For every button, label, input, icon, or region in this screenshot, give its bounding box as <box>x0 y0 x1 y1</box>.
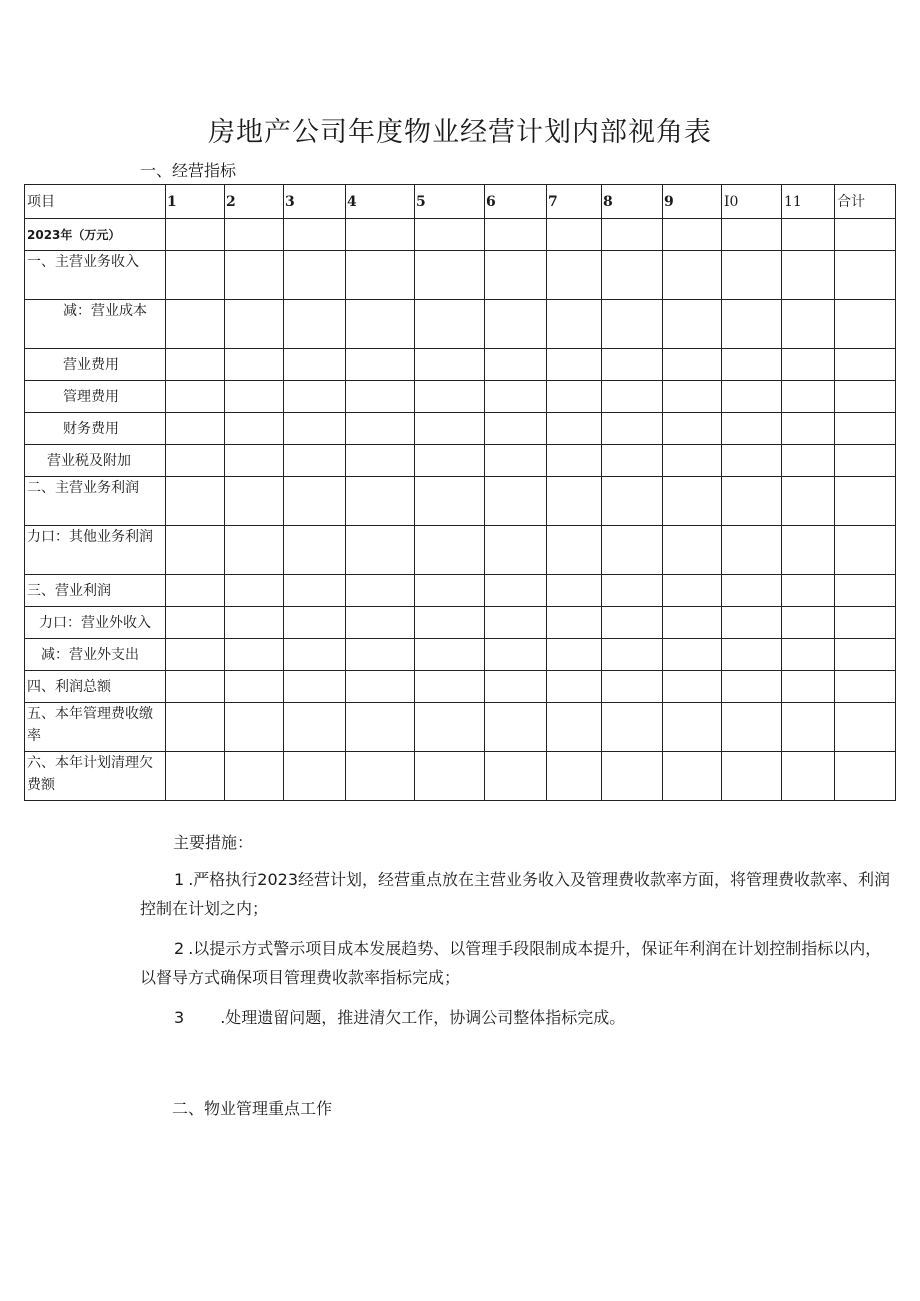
row-label: 二、主营业务利润 <box>25 477 166 526</box>
table-cell <box>722 526 782 575</box>
table-cell <box>722 300 782 349</box>
table-row <box>25 639 896 671</box>
main-measures <box>140 830 895 1043</box>
table-cell <box>284 752 346 801</box>
table-cell <box>166 445 225 477</box>
table-cell <box>782 349 835 381</box>
table-cell <box>284 219 346 251</box>
table-cell <box>485 381 547 413</box>
table-cell <box>284 607 346 639</box>
table-cell <box>415 477 485 526</box>
table-cell <box>284 251 346 300</box>
table-cell <box>663 703 722 752</box>
table-cell <box>722 219 782 251</box>
table-cell <box>284 526 346 575</box>
column-header: 6 <box>485 185 547 219</box>
table-cell <box>485 526 547 575</box>
row-label: 力口：其他业务利润 <box>25 526 166 575</box>
column-header: 3 <box>284 185 346 219</box>
table-cell <box>485 671 547 703</box>
table-cell <box>835 671 896 703</box>
table-cell <box>485 300 547 349</box>
table-cell <box>547 251 602 300</box>
table-cell <box>485 639 547 671</box>
column-header: 4 <box>346 185 415 219</box>
table-row <box>25 477 896 526</box>
table-cell <box>346 445 415 477</box>
table-cell <box>415 219 485 251</box>
table-cell <box>346 477 415 526</box>
table-cell <box>602 251 663 300</box>
table-cell <box>225 671 284 703</box>
table-cell <box>485 477 547 526</box>
table-cell <box>225 477 284 526</box>
table-cell <box>284 477 346 526</box>
table-cell <box>782 639 835 671</box>
table-cell <box>166 251 225 300</box>
table-cell <box>415 413 485 445</box>
table-cell <box>415 639 485 671</box>
table-cell <box>485 607 547 639</box>
table-cell <box>485 219 547 251</box>
table-row <box>25 575 896 607</box>
table-cell <box>722 575 782 607</box>
row-label: 财务费用 <box>25 413 166 445</box>
table-cell <box>602 219 663 251</box>
table-row <box>25 219 896 251</box>
table-cell <box>485 575 547 607</box>
operating-indicators-table <box>24 184 896 801</box>
table-cell <box>722 445 782 477</box>
row-label: 六、本年计划清理欠费额 <box>25 752 166 801</box>
table-row <box>25 381 896 413</box>
table-cell <box>284 703 346 752</box>
table-cell <box>602 752 663 801</box>
table-cell <box>166 671 225 703</box>
table-cell <box>547 526 602 575</box>
table-cell <box>225 445 284 477</box>
table-cell <box>166 381 225 413</box>
table-cell <box>663 671 722 703</box>
table-cell <box>346 219 415 251</box>
table-cell <box>835 703 896 752</box>
table-cell <box>782 703 835 752</box>
table-row <box>25 251 896 300</box>
table-row <box>25 300 896 349</box>
table-cell <box>602 300 663 349</box>
table-cell <box>835 752 896 801</box>
table-cell <box>225 639 284 671</box>
table-cell <box>346 349 415 381</box>
table-row <box>25 607 896 639</box>
header-item-label: 项目 <box>25 185 166 219</box>
table-cell <box>547 219 602 251</box>
table-cell <box>346 300 415 349</box>
table-cell <box>415 607 485 639</box>
table-cell <box>782 445 835 477</box>
table-cell <box>835 349 896 381</box>
table-cell <box>485 752 547 801</box>
table-cell <box>663 607 722 639</box>
table-cell <box>547 477 602 526</box>
table-cell <box>225 607 284 639</box>
table-cell <box>835 381 896 413</box>
column-header-total: 合计 <box>835 185 896 219</box>
table-cell <box>835 607 896 639</box>
table-cell <box>663 413 722 445</box>
table-cell <box>835 477 896 526</box>
table-cell <box>663 381 722 413</box>
table-cell <box>284 445 346 477</box>
table-cell <box>722 251 782 300</box>
table-cell <box>722 752 782 801</box>
table-cell <box>663 477 722 526</box>
table-cell <box>722 381 782 413</box>
table-cell <box>415 445 485 477</box>
row-label: 营业税及附加 <box>25 445 166 477</box>
table-cell <box>663 575 722 607</box>
table-cell <box>284 671 346 703</box>
table-cell <box>663 526 722 575</box>
table-cell <box>346 251 415 300</box>
table-cell <box>547 639 602 671</box>
table-cell <box>722 703 782 752</box>
column-header: 2 <box>225 185 284 219</box>
table-cell <box>782 300 835 349</box>
table-cell <box>346 752 415 801</box>
table-cell <box>346 575 415 607</box>
table-cell <box>663 251 722 300</box>
measure-number: 2 <box>174 939 185 958</box>
table-cell <box>782 575 835 607</box>
table-cell <box>547 575 602 607</box>
measure-text: .处理遗留问题，推进清欠工作，协调公司整体指标完成。 <box>220 1008 626 1027</box>
table-cell <box>835 219 896 251</box>
table-cell <box>346 381 415 413</box>
table-cell <box>225 300 284 349</box>
column-header: 11 <box>782 185 835 219</box>
table-cell <box>415 349 485 381</box>
table-cell <box>225 703 284 752</box>
table-row <box>25 752 896 801</box>
table-cell <box>284 300 346 349</box>
table-cell <box>166 703 225 752</box>
table-cell <box>547 349 602 381</box>
table-cell <box>547 607 602 639</box>
table-cell <box>485 703 547 752</box>
table-cell <box>602 349 663 381</box>
measure-item <box>140 865 895 923</box>
section-heading-operating-indicators: 一、经营指标 <box>140 161 237 180</box>
measure-item <box>140 934 895 992</box>
table-cell <box>485 413 547 445</box>
table-cell <box>782 671 835 703</box>
row-label: 管理费用 <box>25 381 166 413</box>
table-cell <box>166 752 225 801</box>
table-cell <box>415 703 485 752</box>
table-cell <box>602 671 663 703</box>
table-cell <box>782 752 835 801</box>
row-label: 减：营业成本 <box>25 300 166 349</box>
table-row <box>25 703 896 752</box>
row-label: 四、利润总额 <box>25 671 166 703</box>
table-cell <box>547 752 602 801</box>
table-cell <box>166 575 225 607</box>
table-cell <box>346 607 415 639</box>
table-cell <box>415 300 485 349</box>
table-cell <box>722 639 782 671</box>
table-cell <box>415 526 485 575</box>
table-cell <box>547 703 602 752</box>
table-cell <box>663 639 722 671</box>
table-cell <box>782 219 835 251</box>
table-cell <box>602 607 663 639</box>
table-cell <box>782 526 835 575</box>
table-cell <box>835 445 896 477</box>
table-cell <box>547 300 602 349</box>
table-row <box>25 671 896 703</box>
table-cell <box>166 349 225 381</box>
table-cell <box>166 477 225 526</box>
table-cell <box>225 219 284 251</box>
row-label: 2023年（万元） <box>25 219 166 251</box>
table-cell <box>225 251 284 300</box>
table-cell <box>602 381 663 413</box>
table-cell <box>415 381 485 413</box>
table-cell <box>225 349 284 381</box>
table-cell <box>663 300 722 349</box>
table-cell <box>835 526 896 575</box>
table-cell <box>415 575 485 607</box>
column-header: I0 <box>722 185 782 219</box>
table-cell <box>547 381 602 413</box>
measure-text: .以提示方式警示项目成本发展趋势、以管理手段限制成本提升，保证年利润在计划控制指标以内，以督导方式确保项目管理费收款率指标完成； <box>140 939 882 987</box>
table-cell <box>663 219 722 251</box>
table-cell <box>547 445 602 477</box>
table-row <box>25 413 896 445</box>
table-cell <box>835 300 896 349</box>
table-row <box>25 526 896 575</box>
table-cell <box>722 349 782 381</box>
table-cell <box>663 445 722 477</box>
table-row <box>25 349 896 381</box>
table-cell <box>835 575 896 607</box>
table-cell <box>835 251 896 300</box>
table-cell <box>225 752 284 801</box>
table-cell <box>284 413 346 445</box>
column-header: 7 <box>547 185 602 219</box>
table-cell <box>782 477 835 526</box>
table-cell <box>225 575 284 607</box>
table-cell <box>346 526 415 575</box>
table-cell <box>782 413 835 445</box>
column-header: 5 <box>415 185 485 219</box>
table-cell <box>346 413 415 445</box>
table-header-row <box>25 185 896 219</box>
table-cell <box>166 526 225 575</box>
table-cell <box>602 445 663 477</box>
table-cell <box>835 639 896 671</box>
table-cell <box>485 445 547 477</box>
table-cell <box>602 575 663 607</box>
table-cell <box>225 381 284 413</box>
table-cell <box>722 671 782 703</box>
table-cell <box>166 300 225 349</box>
table-cell <box>166 413 225 445</box>
section-heading-key-work: 二、物业管理重点工作 <box>172 1099 333 1118</box>
table-cell <box>485 349 547 381</box>
table-cell <box>415 251 485 300</box>
table-cell <box>225 526 284 575</box>
table-cell <box>602 526 663 575</box>
table-cell <box>722 477 782 526</box>
row-label: 减：营业外支出 <box>25 639 166 671</box>
table-cell <box>602 413 663 445</box>
document-title: 房地产公司年度物业经营计划内部视角表 <box>208 117 712 148</box>
table-cell <box>225 413 284 445</box>
row-label: 五、本年管理费收缴率 <box>25 703 166 752</box>
table-cell <box>415 752 485 801</box>
table-cell <box>547 671 602 703</box>
table-cell <box>782 381 835 413</box>
table-cell <box>663 349 722 381</box>
table-cell <box>782 251 835 300</box>
table-cell <box>166 639 225 671</box>
table-cell <box>166 219 225 251</box>
table-cell <box>284 639 346 671</box>
table-cell <box>602 639 663 671</box>
table-cell <box>602 703 663 752</box>
row-label: 三、营业利润 <box>25 575 166 607</box>
table-cell <box>415 671 485 703</box>
row-label: 力口：营业外收入 <box>25 607 166 639</box>
table-cell <box>547 413 602 445</box>
table-cell <box>602 477 663 526</box>
table-cell <box>284 575 346 607</box>
table-cell <box>663 752 722 801</box>
column-header: 8 <box>602 185 663 219</box>
table-cell <box>284 381 346 413</box>
table-cell <box>835 413 896 445</box>
table-cell <box>485 251 547 300</box>
table-row <box>25 445 896 477</box>
table-cell <box>346 703 415 752</box>
table-cell <box>346 671 415 703</box>
table-cell <box>782 607 835 639</box>
table-cell <box>166 607 225 639</box>
table-cell <box>346 639 415 671</box>
table-cell <box>284 349 346 381</box>
measure-item <box>140 1003 895 1032</box>
table-cell <box>722 607 782 639</box>
row-label: 一、主营业务收入 <box>25 251 166 300</box>
table-cell <box>722 413 782 445</box>
measures-heading: 主要措施： <box>173 833 254 852</box>
column-header: 9 <box>663 185 722 219</box>
measure-text: .严格执行2023经营计划，经营重点放在主营业务收入及管理费收款率方面，将管理费收款率、利润控制在计划之内； <box>140 870 890 918</box>
measure-number: 1 <box>174 870 185 889</box>
row-label: 营业费用 <box>25 349 166 381</box>
measure-number: 3 <box>174 1008 185 1027</box>
column-header: 1 <box>166 185 225 219</box>
